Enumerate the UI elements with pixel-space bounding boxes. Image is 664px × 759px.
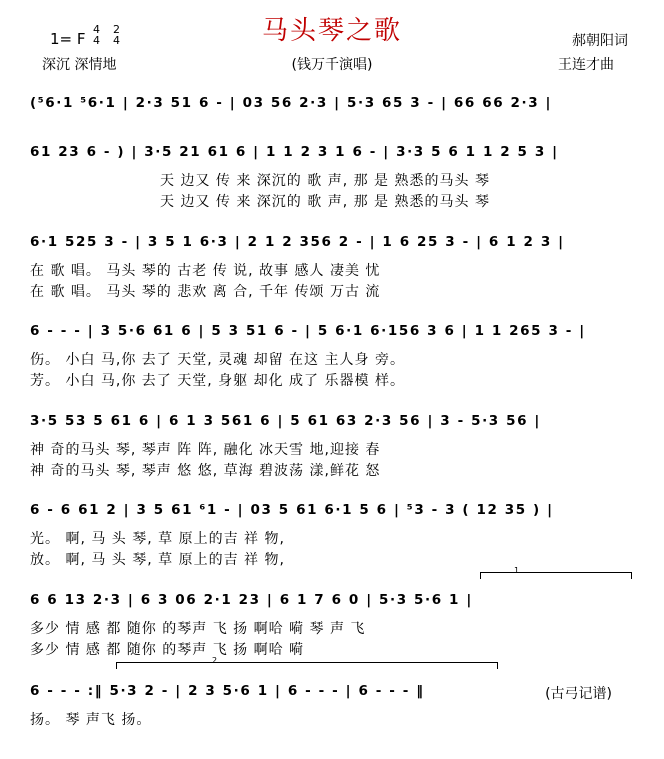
lyric-verse-1: 在 歌 唱。 马头 琴的 古老 传 说, 故事 感人 凄美 忧 xyxy=(30,263,381,279)
notation-line: 61 23 6 - ) | 3·5 21 61 6 | 1 1 2 3 1 6 - | 3·3 5 6 1 1 2 5 3 | xyxy=(30,144,559,160)
expression-marking: 深沉 深情地 xyxy=(42,57,117,73)
lyric-verse-1: 神 奇的马头 琴, 琴声 阵 阵, 融化 冰天雪 地,迎接 春 xyxy=(30,442,381,458)
notation-line: 6·1 525 3 - | 3 5 1 6·3 | 2 1 2 356 2 - | 1 6 25 3 - | 6 1 2 3 | xyxy=(30,234,565,250)
score-system-7 xyxy=(30,592,640,662)
lyricist-credit: 郝朝阳词 xyxy=(572,33,628,49)
score-system-2 xyxy=(30,144,640,214)
lyric-verse-2: 放。 啊, 马 头 琴, 草 原上的吉 祥 物, xyxy=(30,552,285,568)
lyric-verse-1: 天 边又 传 来 深沉的 歌 声, 那 是 熟悉的马头 琴 xyxy=(160,173,490,189)
song-title: 马头琴之歌 xyxy=(261,16,402,46)
transcriber-credit: (古弓记谱) xyxy=(545,686,612,702)
key-signature: 1= F xyxy=(50,30,86,48)
first-ending-number: 1 xyxy=(514,566,520,575)
lyric-verse-2: 在 歌 唱。 马头 琴的 悲欢 离 合, 千年 传颂 万古 流 xyxy=(30,284,381,300)
performer: (钱万千演唱) xyxy=(291,57,373,73)
score-system-1 xyxy=(30,95,640,125)
notation-line: 3·5 53 5 61 6 | 6 1 3 561 6 | 5 61 63 2·3 56 | 3 - 5·3 56 | xyxy=(30,413,541,429)
lyric-verse-1: 伤。 小白 马,你 去了 天堂, 灵魂 却留 在这 主人身 旁。 xyxy=(30,352,405,368)
score-system-6 xyxy=(30,502,640,572)
notation-line: 6 - 6 61 2 | 3 5 61 ⁶1 - | 03 5 61 6·1 5 6 | ⁵3 - 3 ( 12 35 ) | xyxy=(30,502,554,518)
lyric-verse-2: 天 边又 传 来 深沉的 歌 声, 那 是 熟悉的马头 琴 xyxy=(160,194,490,210)
time-signature-4-4: 4 4 xyxy=(93,23,100,47)
notation-line: 6 - - - | 3 5·6 61 6 | 5 3 51 6 - | 5 6·1 6·156 3 6 | 1 1 265 3 - | xyxy=(30,323,586,339)
lyric-verse-1: 多少 情 感 都 随你 的琴声 飞 扬 啊哈 嗬 琴 声 飞 xyxy=(30,621,366,637)
score-system-5 xyxy=(30,413,640,483)
lyric-verse-1: 扬。 琴 声飞 扬。 xyxy=(30,712,152,728)
lyric-verse-1: 光。 啊, 马 头 琴, 草 原上的吉 祥 物, xyxy=(30,531,285,547)
first-ending-bracket xyxy=(480,572,632,579)
second-ending-number: 2 xyxy=(212,656,218,665)
lyric-verse-2: 神 奇的马头 琴, 琴声 悠 悠, 草海 碧波荡 漾,鲜花 怒 xyxy=(30,463,381,479)
notation-line: 6 - - - :‖ 5·3 2 - | 2 3 5·6 1 | 6 - - - | 6 - - - ‖ xyxy=(30,683,425,699)
score-system-3 xyxy=(30,234,640,304)
composer-credit: 王连才曲 xyxy=(558,57,614,73)
lyric-verse-2: 多少 情 感 都 随你 的琴声 飞 扬 啊哈 嗬 xyxy=(30,642,305,658)
notation-line: 6 6 13 2·3 | 6 3 06 2·1 23 | 6 1 7 6 0 | 5·3 5·6 1 | xyxy=(30,592,473,608)
lyric-verse-2: 芳。 小白 马,你 去了 天堂, 身躯 却化 成了 乐器模 样。 xyxy=(30,373,405,389)
time-signature-2-4: 2 4 xyxy=(113,23,120,47)
score-system-4 xyxy=(30,323,640,393)
notation-line: (⁵6·1 ⁵6·1 | 2·3 51 6 - | 03 56 2·3 | 5·3 65 3 - | 66 66 2·3 | xyxy=(30,95,553,111)
second-ending-bracket xyxy=(116,662,498,669)
